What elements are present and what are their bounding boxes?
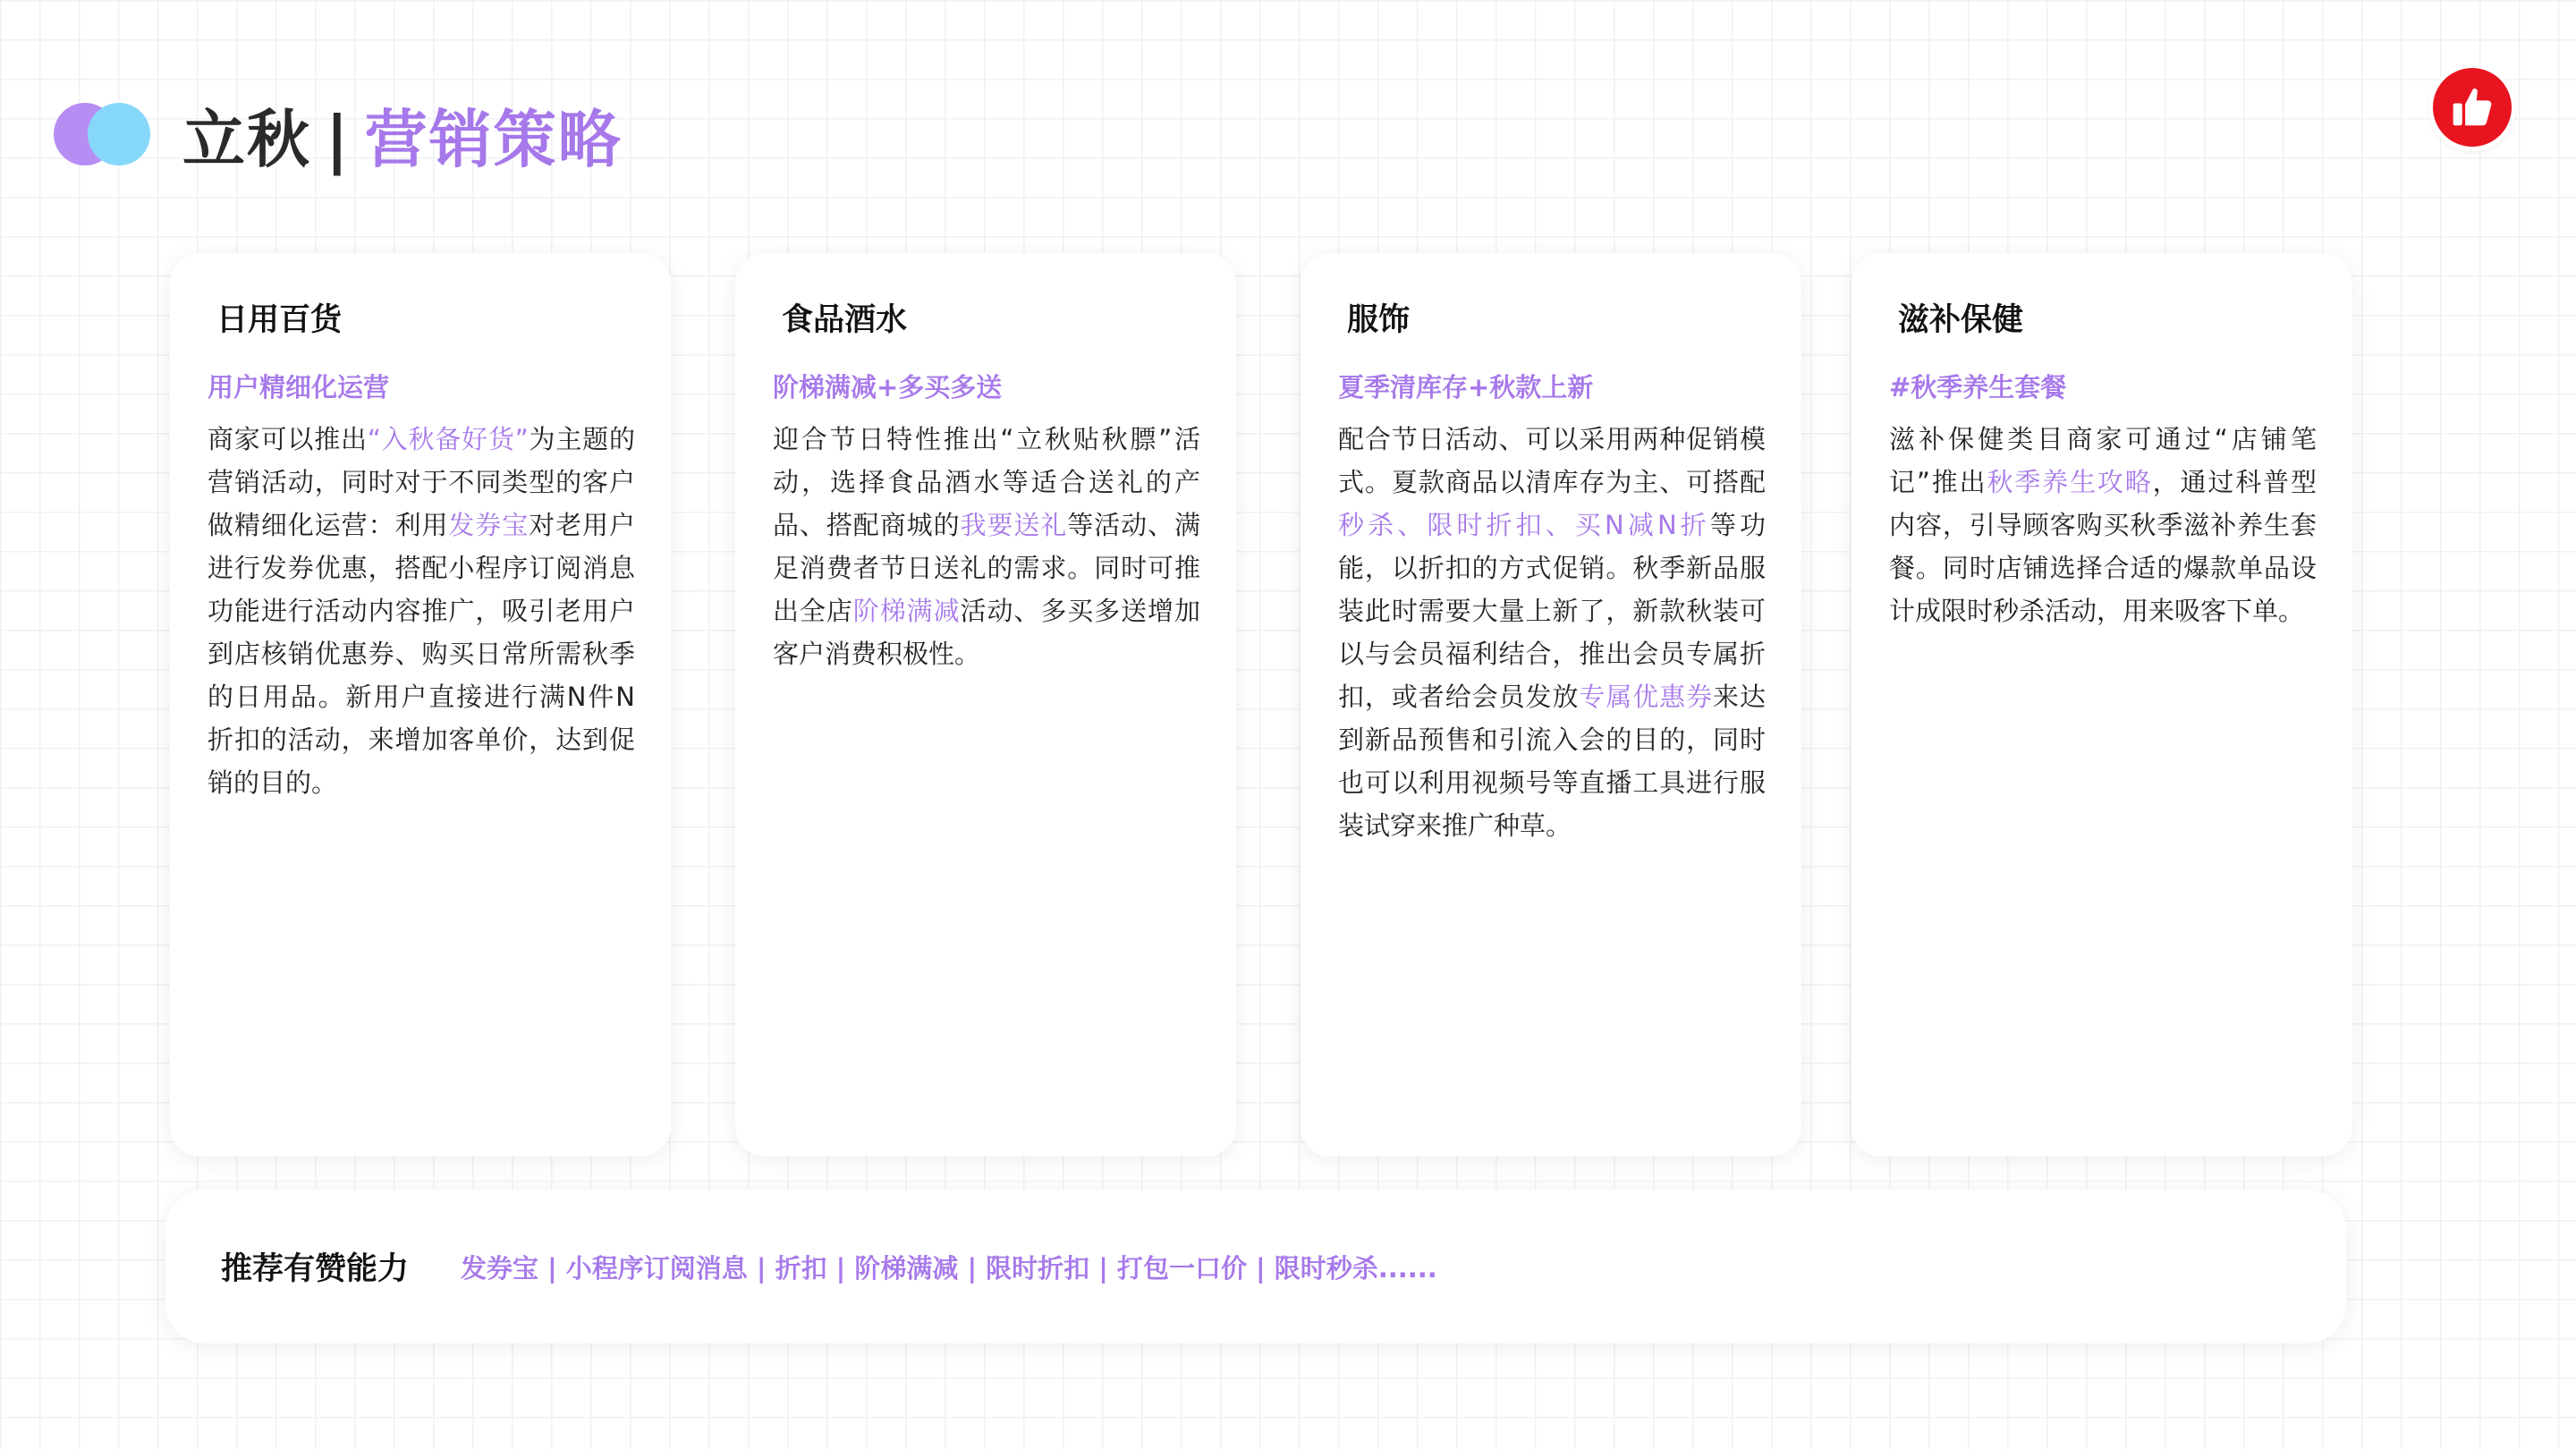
category-card-food-drinks — [735, 253, 1236, 1157]
card-body — [1889, 418, 2317, 632]
body-text: 等活动、满足消费者节日送礼的需求。同时可推出全店 — [773, 510, 1200, 626]
category-card-daily-goods — [170, 253, 671, 1157]
body-highlight: “入秋备好货” — [367, 424, 529, 454]
body-text: 迎合节日特性推出“立秋贴秋膘”活动，选择食品酒水等适合送礼的产品、搭配商城的 — [773, 424, 1200, 540]
body-highlight: 秋季养生攻略 — [1987, 467, 2153, 497]
card-title: 日用百货 — [216, 302, 343, 338]
body-highlight: 发券宝 — [448, 510, 530, 540]
category-card-apparel — [1301, 253, 1801, 1157]
card-body — [1338, 418, 1766, 847]
title-separator: | — [326, 102, 351, 176]
card-title: 食品酒水 — [782, 302, 908, 338]
category-card-health — [1852, 253, 2352, 1157]
card-subtitle: 夏季清库存+秋款上新 — [1338, 372, 1594, 402]
recommended-capabilities-bar — [165, 1190, 2346, 1343]
card-title: 服饰 — [1347, 302, 1411, 338]
body-text: 对老用户进行发券优惠，搭配小程序订阅消息功能进行活动内容推广，吸引老用户到店核销优惠券、购买日常所需秋季的日用品。新用户直接进行满N件N折扣的活动，来增加客单价，达到促销的目的。 — [208, 510, 635, 798]
page-title — [182, 89, 623, 180]
body-text: 来达到新品预售和引流入会的目的，同时也可以利用视频号等直播工具进行服装试穿来推广种草。 — [1338, 682, 1766, 841]
body-highlight: 阶梯满减 — [852, 596, 961, 626]
card-subtitle: 阶梯满减+多买多送 — [773, 372, 1003, 402]
recommended-label: 推荐有赞能力 — [221, 1251, 410, 1287]
body-text: 商家可以推出 — [208, 424, 368, 454]
card-title: 滋补保健 — [1898, 302, 2024, 338]
body-text: 滋补保健类目商家可通过“店铺笔记”推出 — [1889, 424, 2317, 497]
body-highlight: 秒杀、限时折扣、买N减N折 — [1338, 510, 1710, 540]
card-subtitle: #秋季养生套餐 — [1889, 372, 2067, 402]
title-accent: 营销策略 — [364, 102, 623, 176]
body-text: ，通过科普型内容，引导顾客购买秋季滋补养生套餐。同时店铺选择合适的爆款单品设计成限时秒杀活动，用来吸客下单。 — [1889, 467, 2317, 626]
body-text: 等功能，以折扣的方式促销。秋季新品服装此时需要大量上新了，新款秋装可以与会员福利结合，推出会员专属折扣，或者给会员发放 — [1338, 510, 1766, 712]
body-text: 配合节日活动、可以采用两种促销模式。夏款商品以清库存为主、可搭配 — [1338, 424, 1766, 497]
body-text: 活动、多买多送增加客户消费积极性。 — [773, 596, 1200, 669]
title-main: 立秋 — [182, 102, 311, 176]
body-highlight: 专属优惠券 — [1579, 682, 1714, 712]
page-header — [54, 89, 623, 179]
logo-circles-icon — [54, 103, 152, 165]
body-highlight: 我要送礼 — [960, 510, 1068, 540]
card-body — [773, 418, 1200, 675]
thumbs-up-icon — [2433, 68, 2512, 147]
body-text: 为主题的营销活动，同时对于不同类型的客户做精细化运营：利用 — [208, 424, 635, 540]
recommended-items: 发券宝 | 小程序订阅消息 | 折扣 | 阶梯满减 | 限时折扣 | 打包一口价 | 限时秒杀...... — [461, 1252, 1437, 1284]
card-body — [208, 418, 635, 804]
card-subtitle: 用户精细化运营 — [208, 372, 390, 402]
